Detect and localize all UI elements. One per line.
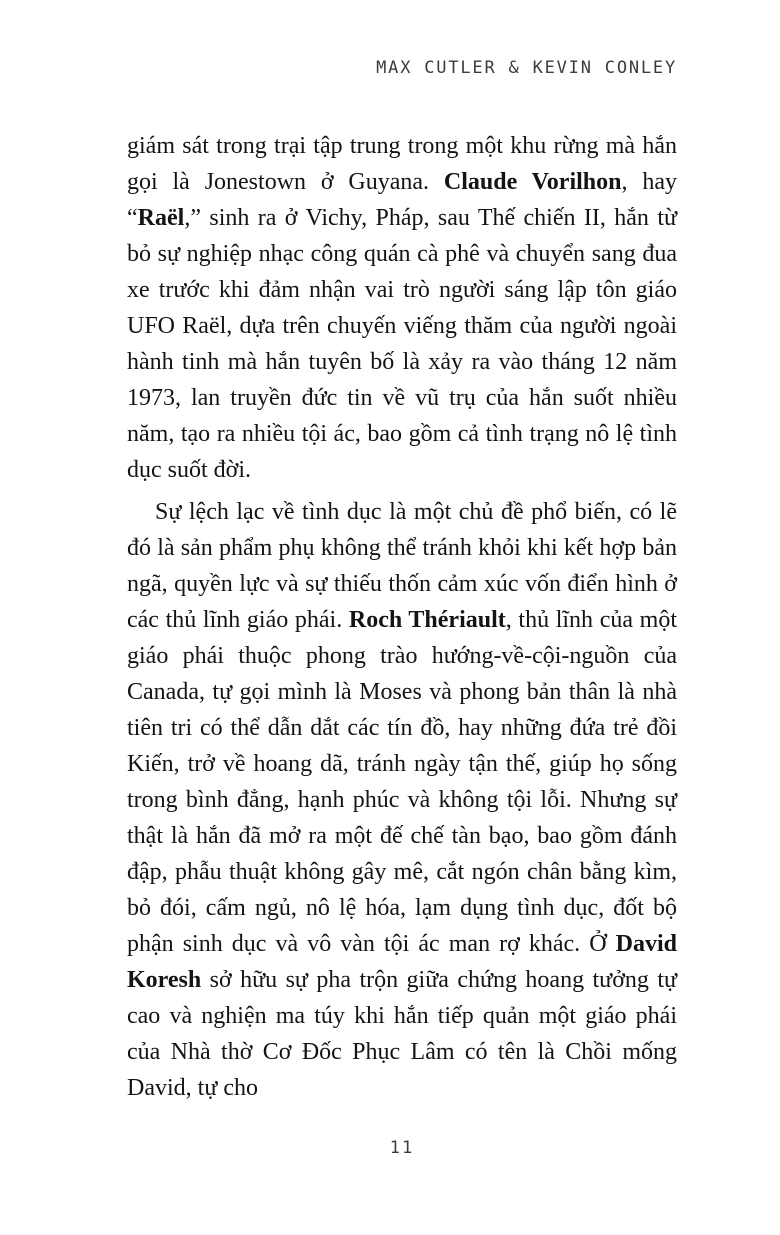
- paragraph: [127, 128, 677, 488]
- author-names: MAX CUTLER & KEVIN CONLEY: [376, 58, 677, 78]
- page-number: 11: [389, 1138, 415, 1158]
- running-header: [127, 58, 677, 78]
- text-segment: , thủ lĩnh của một giáo phái thuộc phong trào hướng-về-cội-nguồn của Canada, tự gọi mình là Moses và phong bản thân là nhà tiên tri có thể dẫn dắt các tín đồ, hay những đứa trẻ đồi Kiến, trở về hoang dã, tránh ngày tận thế, giúp họ sống trong bình đẳng, hạnh phúc và không tội lỗi. Nhưng sự thật là hắn đã mở ra một đế chế tàn bạo, bao gồm đánh đập, phẫu thuật không gây mê, cắt ngón chân bằng kìm, bỏ đói, cấm ngủ, nô lệ hóa, lạm dụng tình dục, đốt bộ phận sinh dục và vô vàn tội ác man rợ khác. Ở: [127, 607, 677, 957]
- text-segment: sở hữu sự pha trộn giữa chứng hoang tưởng tự cao và nghiện ma túy khi hắn tiếp quản một giáo phái của Nhà thờ Cơ Đốc Phục Lâm có tên là Chồi mống David, tự cho: [127, 967, 677, 1101]
- bold-text-segment: Raël: [137, 205, 185, 231]
- text-segment: Sự lệch lạc về tình dục là một chủ đề phổ biến, có lẽ đó là sản phẩm phụ không thể tránh khỏi khi kết hợp bản ngã, quyền lực và sự thiếu thốn cảm xúc vốn điển hình ở các thủ lĩnh giáo phái.: [127, 499, 677, 633]
- text-segment: ,” sinh ra ở Vichy, Pháp, sau Thế chiến II, hắn từ bỏ sự nghiệp nhạc công quán cà phê và chuyển sang đua xe trước khi đảm nhận vai trò người sáng lập tôn giáo UFO Raël, dựa trên chuyến viếng thăm của người ngoài hành tinh mà hắn tuyên bố là xảy ra vào tháng 12 năm 1973, lan truyền đức tin về vũ trụ của hắn suốt nhiều năm, tạo ra nhiều tội ác, bao gồm cả tình trạng nô lệ tình dục suốt đời.: [127, 205, 677, 483]
- body-text: [127, 128, 677, 1106]
- paragraph: [127, 494, 677, 1106]
- bold-text-segment: Claude Vorilhon: [443, 169, 622, 195]
- body-paragraphs: [127, 128, 677, 1106]
- page-footer: [127, 1138, 677, 1158]
- bold-text-segment: David Koresh: [127, 931, 677, 993]
- text-segment: , hay “: [127, 169, 677, 231]
- text-segment: giám sát trong trại tập trung trong một khu rừng mà hắn gọi là Jonestown ở Guyana.: [127, 133, 677, 195]
- bold-text-segment: Roch Thériault: [348, 607, 506, 633]
